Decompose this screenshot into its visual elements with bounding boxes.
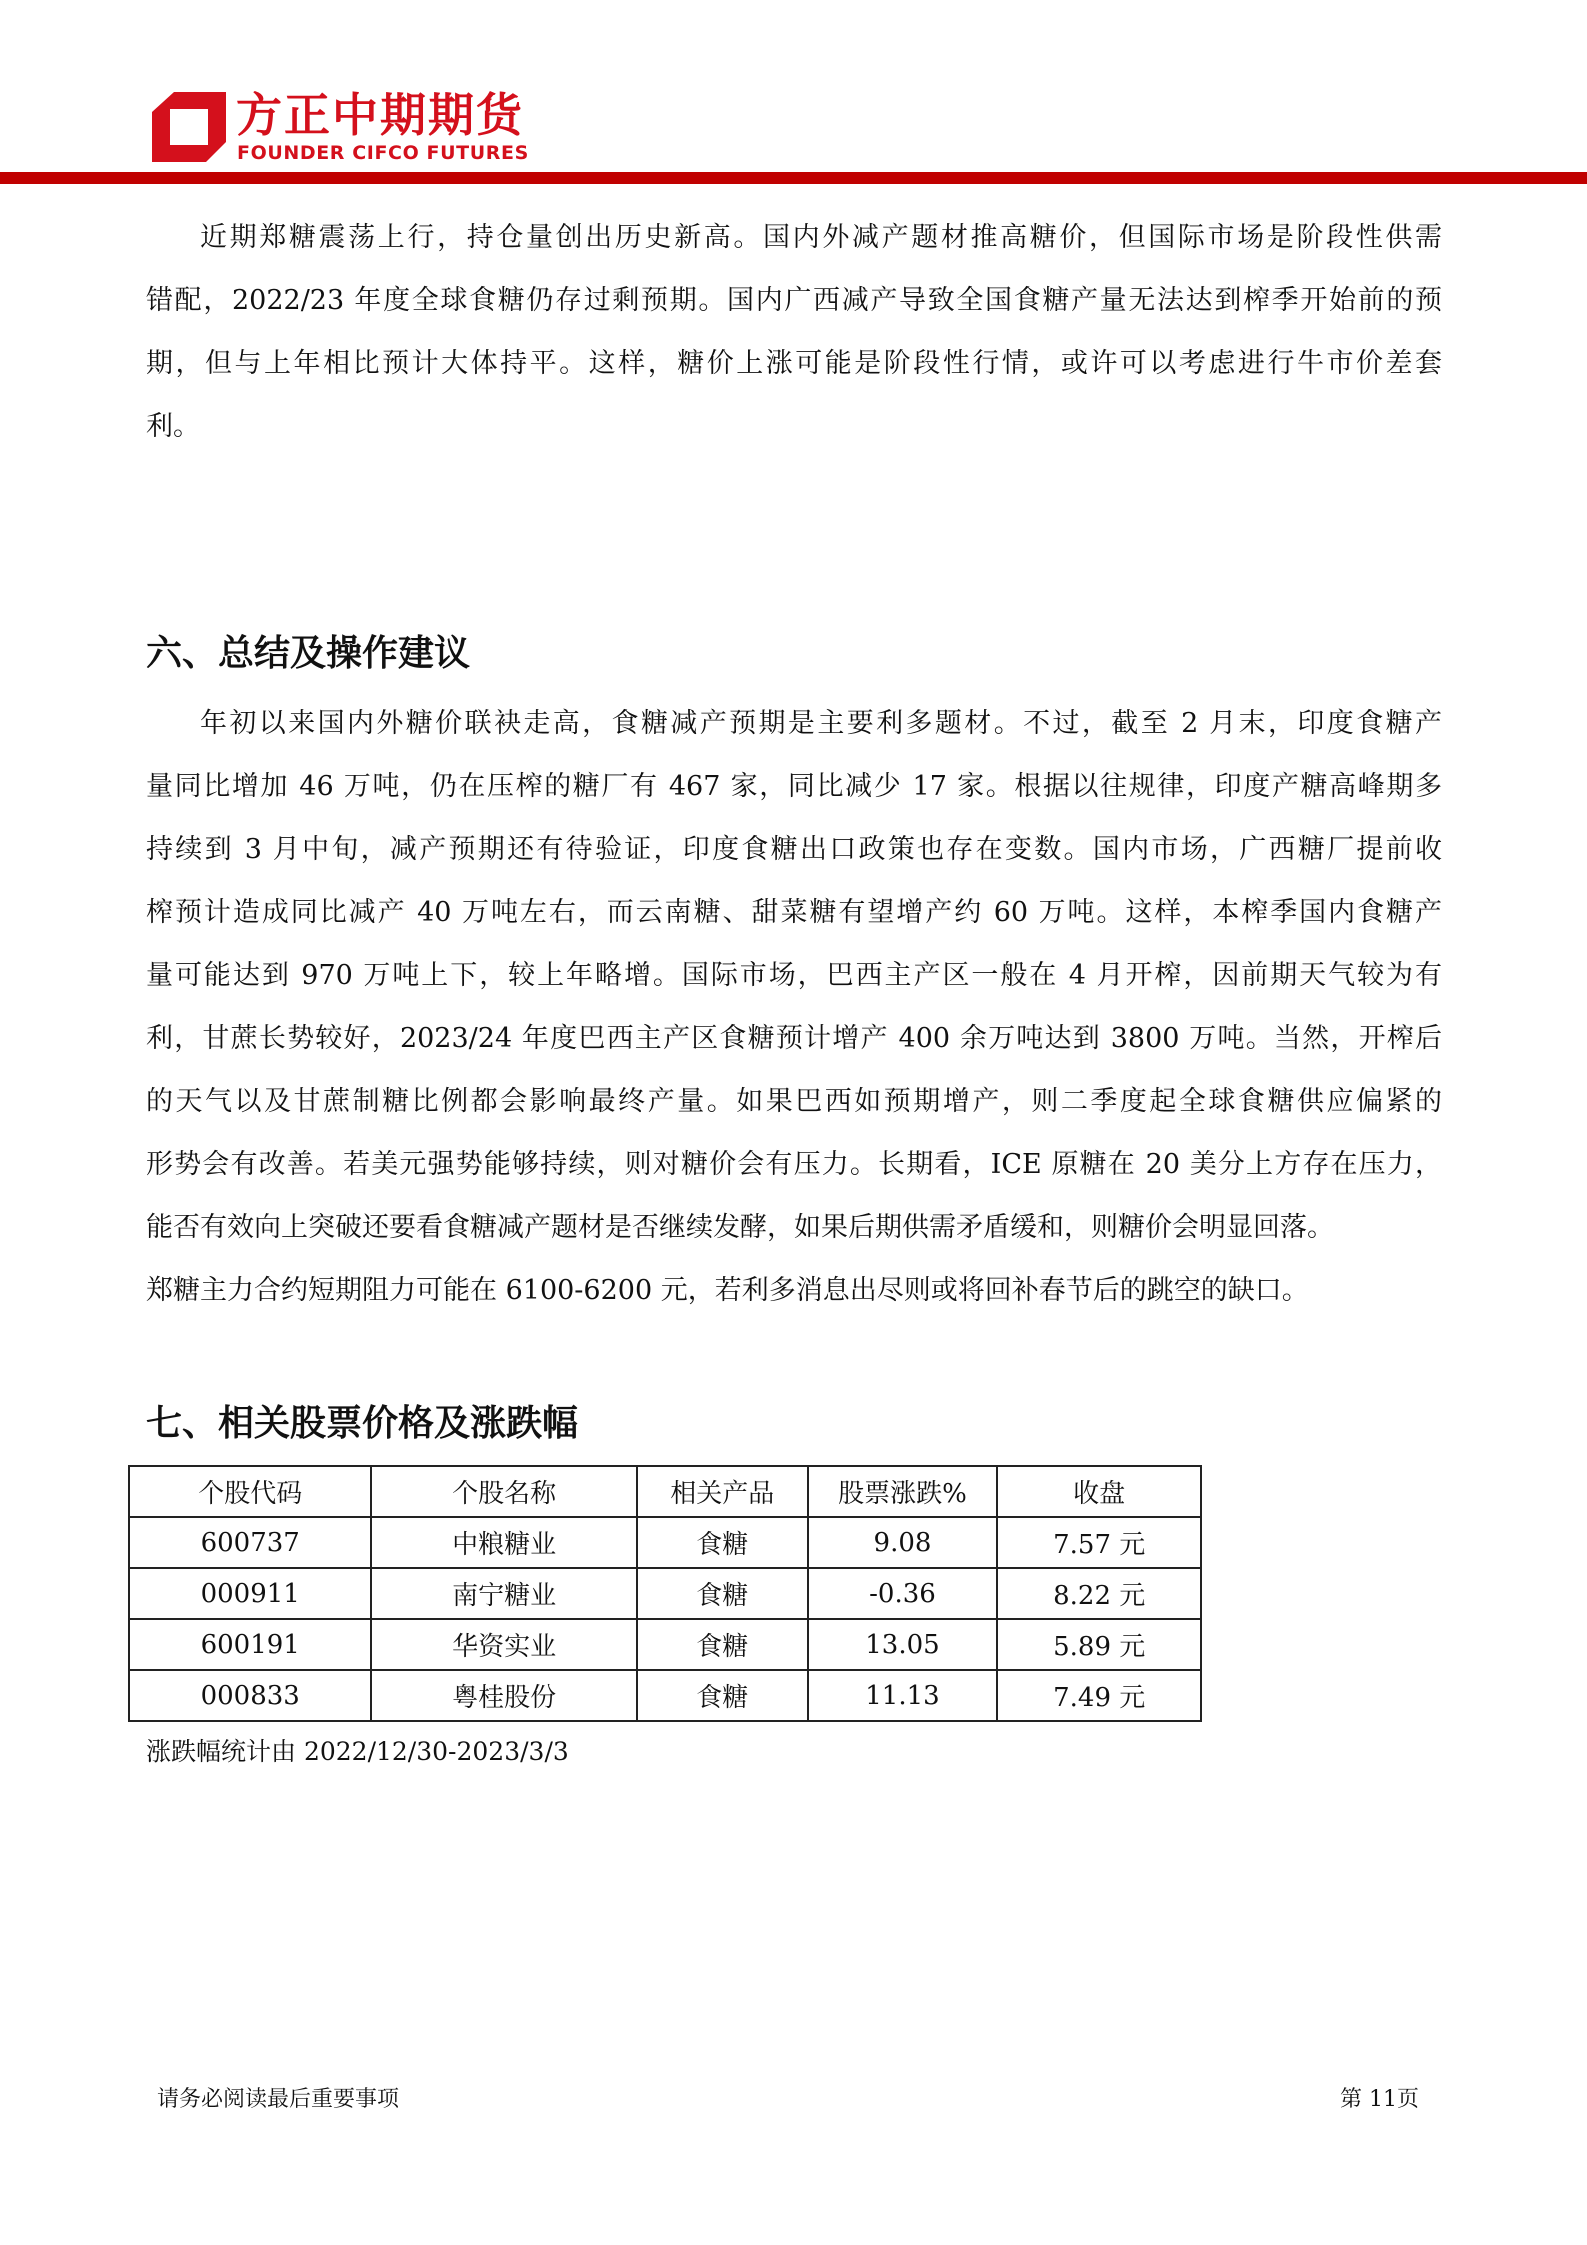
paragraph-line: 错配，2022/23 年度全球食糖仍存过剩预期。国内广西减产导致全国食糖产量无法达到榨季开始前的预 (146, 285, 1442, 316)
cell-related-product: 食糖 (637, 1670, 808, 1721)
cell-close-price: 8.22 元 (997, 1568, 1201, 1619)
cell-stock-name: 华资实业 (371, 1619, 636, 1670)
cell-related-product: 食糖 (637, 1619, 808, 1670)
paragraph-line: 近期郑糖震荡上行，持仓量创出历史新高。国内外减产题材推高糖价，但国际市场是阶段性供需 (200, 222, 1442, 253)
cell-stock-name: 中粮糖业 (371, 1517, 636, 1568)
cell-close-price: 7.49 元 (997, 1670, 1201, 1721)
paragraph-line: 的天气以及甘蔗制糖比例都会影响最终产量。如果巴西如预期增产，则二季度起全球食糖供应偏紧的 (146, 1086, 1442, 1117)
paragraph-line: 期，但与上年相比预计大体持平。这样，糖价上涨可能是阶段性行情，或许可以考虑进行牛市价差套 (146, 348, 1442, 379)
cell-change-percent: 9.08 (808, 1517, 998, 1568)
cell-change-percent: 11.13 (808, 1670, 998, 1721)
table-row (129, 1670, 1201, 1721)
footer-disclaimer: 请务必阅读最后重要事项 (157, 2087, 400, 2112)
table-row (129, 1568, 1201, 1619)
header-divider (0, 172, 1587, 184)
stock-price-table (128, 1465, 1202, 1722)
cell-stock-code: 600191 (129, 1619, 371, 1670)
header-stock-code: 个股代码 (129, 1466, 371, 1517)
paragraph-line: 年初以来国内外糖价联袂走高，食糖减产预期是主要利多题材。不过，截至 2 月末，印度食糖产 (200, 708, 1442, 739)
paragraph-line: 郑糖主力合约短期阻力可能在 6100-6200 元，若利多消息出尽则或将回补春节后的跳空的缺口。 (146, 1275, 1309, 1306)
cell-close-price: 5.89 元 (997, 1619, 1201, 1670)
cell-related-product: 食糖 (637, 1517, 808, 1568)
cell-close-price: 7.57 元 (997, 1517, 1201, 1568)
cell-change-percent: 13.05 (808, 1619, 998, 1670)
cell-stock-code: 000911 (129, 1568, 371, 1619)
paragraph-line: 利，甘蔗长势较好，2023/24 年度巴西主产区食糖预计增产 400 余万吨达到 3800 万吨。当然，开榨后 (146, 1023, 1442, 1054)
cell-stock-name: 粤桂股份 (371, 1670, 636, 1721)
paragraph-line: 能否有效向上突破还要看食糖减产题材是否继续发酵，如果后期供需矛盾缓和，则糖价会明显回落。 (146, 1212, 1334, 1243)
cell-stock-code: 600737 (129, 1517, 371, 1568)
header-close-price: 收盘 (997, 1466, 1201, 1517)
table-row (129, 1517, 1201, 1568)
cell-stock-name: 南宁糖业 (371, 1568, 636, 1619)
table-header-row (129, 1466, 1201, 1517)
table-row (129, 1619, 1201, 1670)
cell-change-percent: -0.36 (808, 1568, 998, 1619)
header-related-product: 相关产品 (637, 1466, 808, 1517)
section-6-title: 六、总结及操作建议 (146, 633, 471, 674)
paragraph-line: 榨预计造成同比减产 40 万吨左右，而云南糖、甜菜糖有望增产约 60 万吨。这样，本榨季国内食糖产 (146, 897, 1442, 928)
paragraph-line: 利。 (146, 411, 200, 442)
logo-chinese-name: 方正中期期货 (236, 88, 524, 142)
header-change-percent: 股票涨跌% (808, 1466, 998, 1517)
founder-logo-icon (152, 92, 226, 162)
cell-stock-code: 000833 (129, 1670, 371, 1721)
page-header (0, 0, 1587, 190)
paragraph-line: 形势会有改善。若美元强势能够持续，则对糖价会有压力。长期看，ICE 原糖在 20 美分上方存在压力， (146, 1149, 1442, 1180)
paragraph-line: 持续到 3 月中旬，减产预期还有待验证，印度食糖出口政策也存在变数。国内市场，广西糖厂提前收 (146, 834, 1442, 865)
paragraph-line: 量同比增加 46 万吨，仍在压榨的糖厂有 467 家，同比减少 17 家。根据以往规律，印度产糖高峰期多 (146, 771, 1442, 802)
page-number: 第 11页 (1340, 2087, 1419, 2112)
logo-english-name: FOUNDER CIFCO FUTURES (237, 142, 529, 164)
section-7-title: 七、相关股票价格及涨跌幅 (146, 1403, 579, 1444)
header-stock-name: 个股名称 (371, 1466, 636, 1517)
cell-related-product: 食糖 (637, 1568, 808, 1619)
table-footnote: 涨跌幅统计由 2022/12/30-2023/3/3 (146, 1737, 569, 1766)
paragraph-line: 量可能达到 970 万吨上下，较上年略增。国际市场，巴西主产区一般在 4 月开榨，因前期天气较为有 (146, 960, 1442, 991)
